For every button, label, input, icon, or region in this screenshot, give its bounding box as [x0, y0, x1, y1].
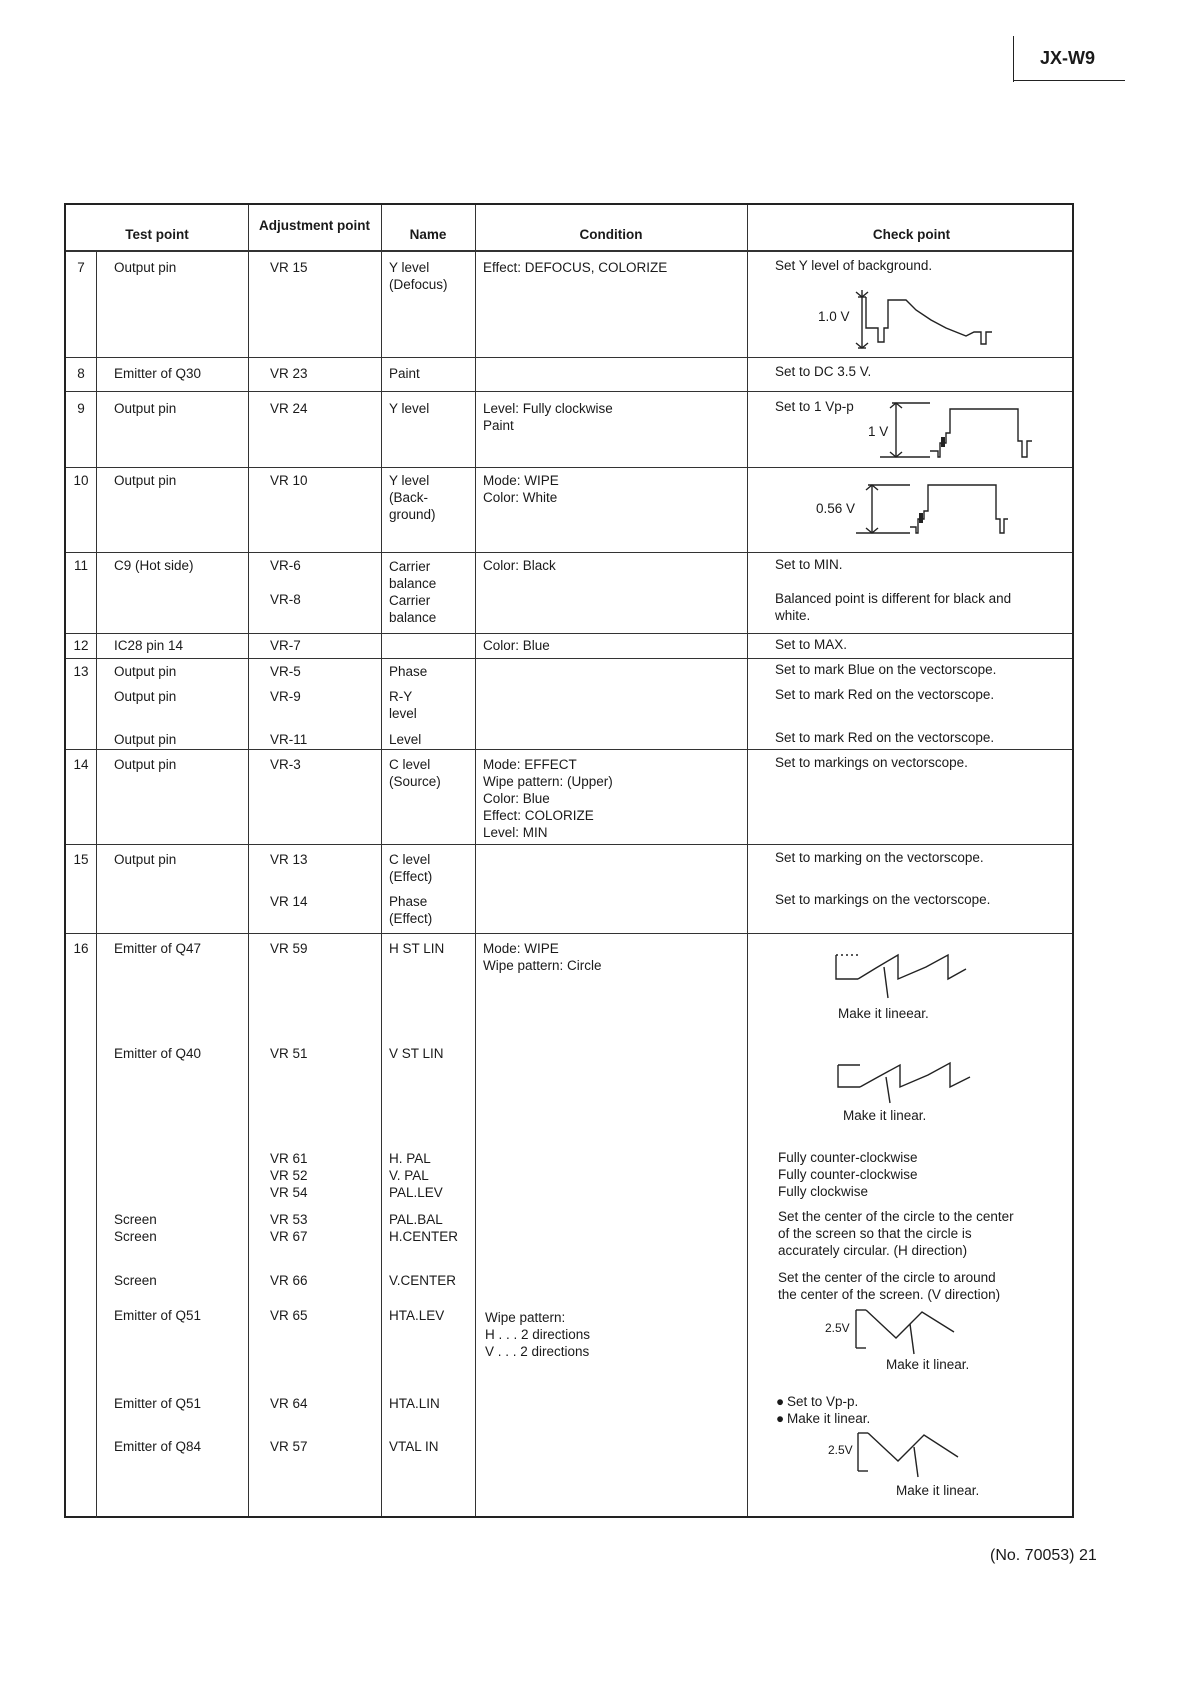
waveform-y-level-icon [890, 401, 1050, 463]
check-point: Set to markings on vectorscope. [775, 755, 968, 770]
row-divider [66, 467, 1072, 468]
adjustment-point: VR 13 [270, 852, 308, 867]
check-point: white. [775, 608, 811, 623]
adjustment-point: VR 10 [270, 473, 308, 488]
header-condition: Condition [579, 227, 643, 242]
check-point: Set Y level of background. [775, 258, 933, 273]
waveform-defocus-icon [856, 290, 1016, 352]
header-rule-bottom [1013, 80, 1125, 81]
name: Y level [389, 473, 430, 488]
row-number: 9 [77, 401, 85, 416]
name: R-Y [389, 689, 413, 704]
name: C level [389, 852, 431, 867]
col-line-number [96, 252, 97, 1518]
adjustment-point: VR 67 [270, 1229, 308, 1244]
check-point: Fully clockwise [778, 1184, 869, 1199]
name: Y level [389, 260, 430, 275]
check-point: Fully counter-clockwise [778, 1150, 918, 1165]
adjustment-point: VR 66 [270, 1273, 308, 1288]
condition: Color: Black [483, 558, 556, 573]
adjustment-point: VR 24 [270, 401, 308, 416]
name: Phase [389, 894, 428, 909]
row-divider [66, 633, 1072, 634]
name: (Source) [389, 774, 441, 789]
name: Y level [389, 401, 430, 416]
name: (Back- [389, 490, 429, 505]
check-point: Set to mark Blue on the vectorscope. [775, 662, 997, 677]
name: V. PAL [389, 1168, 429, 1183]
name: VTAL IN [389, 1439, 439, 1454]
condition: Wipe pattern: [485, 1310, 566, 1325]
condition: Mode: EFFECT [483, 757, 577, 772]
check-point: Make it lineear. [838, 1006, 929, 1021]
check-point: Fully counter-clockwise [778, 1167, 918, 1182]
page-reference: (No. 70053) 21 [990, 1547, 1097, 1564]
triangle-waveform-icon [858, 1431, 978, 1481]
condition: Mode: WIPE [483, 473, 559, 488]
row-number: 13 [73, 664, 89, 679]
name: V.CENTER [389, 1273, 457, 1288]
col-line-cond [747, 205, 748, 1516]
triangle-waveform-icon [856, 1308, 976, 1358]
test-point: IC28 pin 14 [114, 638, 184, 653]
name: Phase [389, 664, 428, 679]
check-point: Make it linear. [896, 1483, 980, 1498]
name: balance [389, 610, 437, 625]
check-point: Set to marking on the vectorscope. [775, 850, 984, 865]
name: H ST LIN [389, 941, 445, 956]
name: Carrier [389, 593, 431, 608]
condition: Color: White [483, 490, 558, 505]
name: ground) [389, 507, 436, 522]
test-point: Emitter of Q47 [114, 941, 202, 956]
name: PAL.LEV [389, 1185, 443, 1200]
row-divider [66, 933, 1072, 934]
check-point: Set to Vp-p. [787, 1394, 859, 1409]
condition: Color: Blue [483, 791, 550, 806]
name: C level [389, 757, 431, 772]
row-divider [66, 749, 1072, 750]
test-point: Screen [114, 1273, 157, 1288]
row-divider [66, 391, 1072, 392]
name: V ST LIN [389, 1046, 444, 1061]
check-point: Set the center of the circle to the center [778, 1209, 1014, 1224]
adjustment-point: VR 64 [270, 1396, 308, 1411]
adjustment-point: VR-3 [270, 757, 301, 772]
name: H.CENTER [389, 1229, 459, 1244]
condition: Paint [483, 418, 514, 433]
row-divider [66, 844, 1072, 845]
adjustment-point: VR 52 [270, 1168, 308, 1183]
name: HTA.LIN [389, 1396, 440, 1411]
waveform-background-icon [866, 481, 1026, 541]
row-number: 7 [77, 260, 85, 275]
condition: Color: Blue [483, 638, 550, 653]
name: PAL.BAL [389, 1212, 443, 1227]
row-divider [66, 552, 1072, 553]
adjustment-point: VR-6 [270, 558, 301, 573]
check-point: Balanced point is different for black and [775, 591, 1012, 606]
test-point: Emitter of Q51 [114, 1396, 202, 1411]
row-divider [66, 658, 1072, 659]
test-point: Output pin [114, 852, 177, 867]
model-number: JX-W9 [1040, 48, 1096, 68]
adjustment-table [64, 203, 1074, 1518]
check-point: accurately circular. (H direction) [778, 1243, 968, 1258]
name: (Effect) [389, 869, 433, 884]
condition: Effect: COLORIZE [483, 808, 594, 823]
header-check-point: Check point [872, 227, 951, 242]
col-line-name [475, 205, 476, 1516]
adjustment-point: VR-8 [270, 592, 301, 607]
adjustment-point: VR 59 [270, 941, 308, 956]
adjustment-point: VR 14 [270, 894, 308, 909]
name: balance [389, 576, 437, 591]
check-point: Make it linear. [787, 1411, 871, 1426]
check-point: Set to MAX. [775, 637, 848, 652]
bullet-icon: ● [776, 1394, 785, 1409]
name: (Effect) [389, 911, 433, 926]
check-point: the center of the screen. (V direction) [778, 1287, 1001, 1302]
check-point: Make it linear. [886, 1357, 970, 1372]
adjustment-point: VR 57 [270, 1439, 308, 1454]
adjustment-point: VR 15 [270, 260, 308, 275]
adjustment-point: VR-9 [270, 689, 301, 704]
header-divider [66, 250, 1072, 252]
adjustment-point: VR-7 [270, 638, 301, 653]
name: H. PAL [389, 1151, 431, 1166]
ramp-waveform-icon [838, 1051, 998, 1109]
row-number: 15 [73, 852, 89, 867]
adjustment-point: VR-11 [270, 732, 308, 747]
test-point: Screen [114, 1212, 157, 1227]
check-point: Make it linear. [843, 1108, 927, 1123]
test-point: Output pin [114, 732, 177, 747]
test-point: Output pin [114, 664, 177, 679]
condition: Mode: WIPE [483, 941, 559, 956]
name: (Defocus) [389, 277, 448, 292]
name: Level [389, 732, 422, 747]
test-point: Emitter of Q84 [114, 1439, 202, 1454]
check-point: Set to MIN. [775, 557, 843, 572]
test-point: Emitter of Q30 [114, 366, 202, 381]
ramp-waveform-icon [836, 943, 996, 1005]
adjustment-point: VR 23 [270, 366, 308, 381]
condition: Effect: DEFOCUS, COLORIZE [483, 260, 668, 275]
check-point: Set the center of the circle to around [778, 1270, 996, 1285]
row-number: 16 [73, 941, 89, 956]
adjustment-point: VR 51 [270, 1046, 308, 1061]
bullet-icon: ● [776, 1411, 785, 1426]
condition: Wipe pattern: Circle [483, 958, 602, 973]
test-point: Emitter of Q51 [114, 1308, 202, 1323]
col-line-test [248, 205, 249, 1516]
row-number: 12 [73, 638, 89, 653]
test-point: Screen [114, 1229, 157, 1244]
row-number: 14 [73, 757, 89, 772]
adjustment-point: VR 53 [270, 1212, 308, 1227]
test-point: Output pin [114, 260, 177, 275]
check-point: Set to markings on the vectorscope. [775, 892, 991, 907]
condition: Level: MIN [483, 825, 548, 840]
name: Paint [389, 366, 420, 381]
col-line-adj [381, 205, 382, 1516]
header-name: Name [409, 227, 447, 242]
row-number: 11 [73, 558, 88, 573]
test-point: Output pin [114, 473, 177, 488]
waveform-label: 1.0 V [818, 309, 850, 324]
header-adjustment-point: Adjustment point [259, 218, 370, 233]
row-number: 8 [77, 366, 85, 381]
header-test-point: Test point [125, 227, 189, 242]
adjustment-point: VR 65 [270, 1308, 308, 1323]
condition: V . . . 2 directions [485, 1344, 590, 1359]
check-point: Set to DC 3.5 V. [775, 364, 872, 379]
name: Carrier [389, 559, 431, 574]
check-point: of the screen so that the circle is [778, 1226, 972, 1241]
check-point: Set to mark Red on the vectorscope. [775, 687, 995, 702]
row-number: 10 [73, 473, 89, 488]
check-point: Set to 1 Vp-p [775, 399, 854, 414]
waveform-label: 2.5V [828, 1443, 853, 1457]
adjustment-point: VR-5 [270, 664, 301, 679]
waveform-label: 2.5V [825, 1321, 850, 1335]
row-divider [66, 357, 1072, 358]
test-point: Output pin [114, 689, 177, 704]
condition: H . . . 2 directions [485, 1327, 591, 1342]
adjustment-point: VR 61 [270, 1151, 308, 1166]
name: HTA.LEV [389, 1308, 445, 1323]
name: level [389, 706, 417, 721]
waveform-label: 0.56 V [816, 501, 856, 516]
test-point: C9 (Hot side) [114, 558, 194, 573]
test-point: Emitter of Q40 [114, 1046, 202, 1061]
waveform-label: 1 V [868, 424, 889, 439]
header-rule [1013, 36, 1014, 82]
condition: Level: Fully clockwise [483, 401, 613, 416]
test-point: Output pin [114, 401, 177, 416]
test-point: Output pin [114, 757, 177, 772]
check-point: Set to mark Red on the vectorscope. [775, 730, 995, 745]
condition: Wipe pattern: (Upper) [483, 774, 613, 789]
adjustment-point: VR 54 [270, 1185, 308, 1200]
